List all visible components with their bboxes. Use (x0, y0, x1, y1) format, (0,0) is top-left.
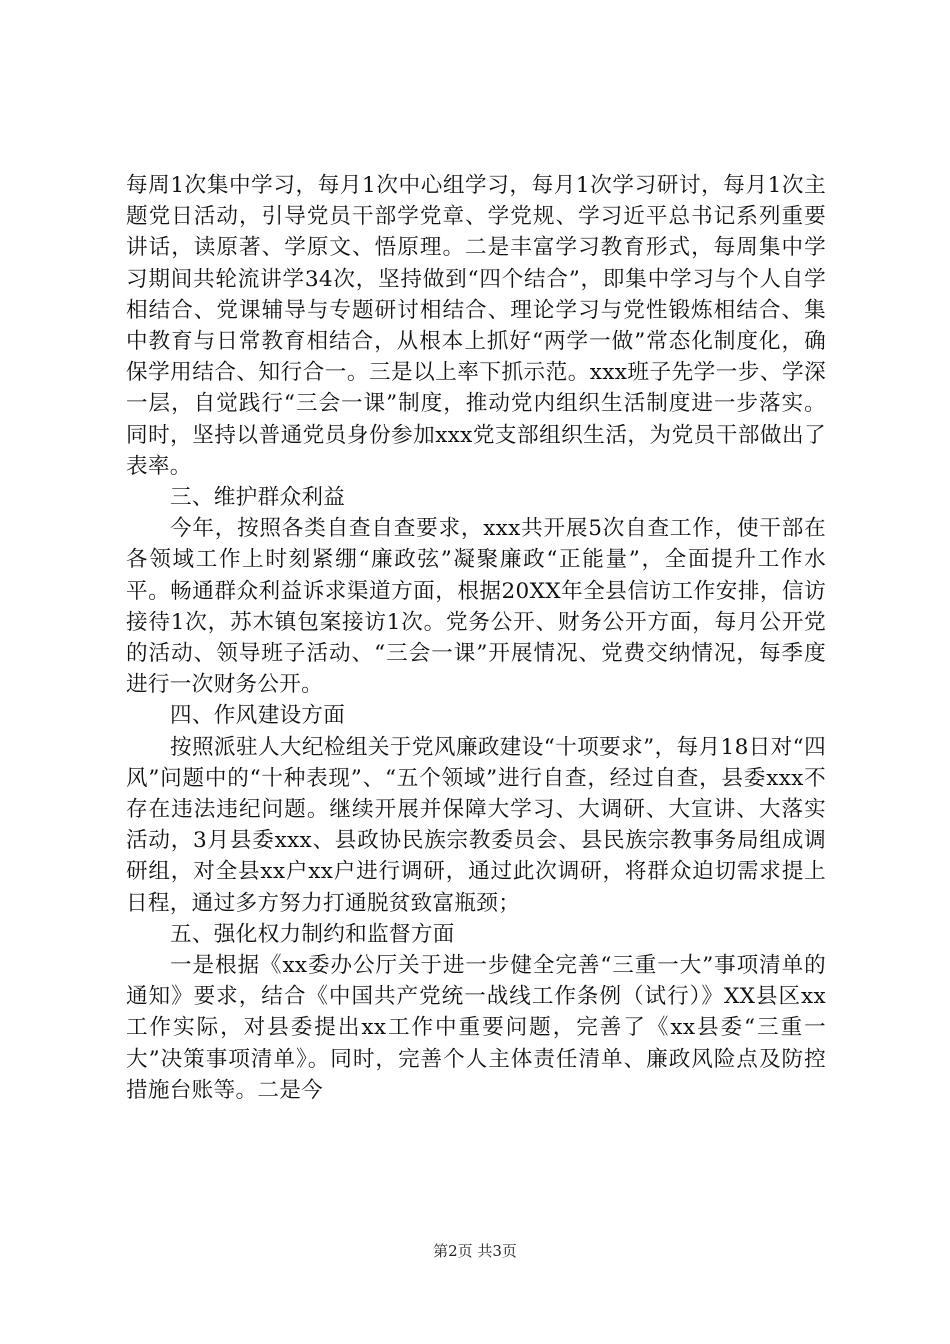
page-number-footer: 第2页 共3页 (433, 1242, 517, 1260)
paragraph-power-supervision: 一是根据《xx委办公厅关于进一步健全完善“三重一大”事项清单的通知》要求，结合《中国共产党统一战线工作条例（试行）》XX县区xx工作实际，对县委提出xx工作中重要问题，完善了《xx县委“三重一大”决策事项清单》。同时，完善个人主体责任清单、廉政风险点及防控措施台账等。二是今 (126, 953, 826, 1103)
paragraph-work-style: 按照派驻人大纪检组关于党风廉政建设“十项要求”，每月18日对“四风”问题中的“十种表现”、“五个领域”进行自查，经过自查，县委xxx不存在违法违纪问题。继续开展并保障大学习、大调研、大宣讲、大落实活动，3月县委xxx、县政协民族宗教委员会、县民族宗教事务局组成调研组，对全县xx户xx户进行调研，通过此次调研，将群众迫切需求提上日程，通过多方努力打通脱贫致富瓶颈； (126, 734, 826, 916)
section-heading-4: 四、作风建设方面 (170, 703, 346, 729)
paragraph-public-interest: 今年，按照各类自查自查要求，xxx共开展5次自查工作，使干部在各领域工作上时刻紧绷“廉政弦”凝聚廉政“正能量”，全面提升工作水平。畅通群众利益诉求渠道方面，根据20XX年全县信访工作安排，信访接待1次，苏木镇包案接访1次。党务公开、财务公开方面，每月公开党的活动、领导班子活动、“三会一课”开展情况、党费交纳情况，每季度进行一次财务公开。 (126, 516, 826, 698)
document-body (126, 170, 826, 1106)
paragraph-study: 每周1次集中学习，每月1次中心组学习，每月1次学习研讨，每月1次主题党日活动，引导党员干部学党章、学党规、学习近平总书记系列重要讲话，读原著、学原文、悟原理。二是丰富学习教育形式，每周集中学习期间共轮流讲学34次，坚持做到“四个结合”，即集中学习与个人自学相结合、党课辅导与专题研讨相结合、理论学习与党性锻炼相结合、集中教育与日常教育相结合，从根本上抓好“两学一做”常态化制度化，确保学用结合、知行合一。三是以上率下抓示范。xxx班子先学一步、学深一层，自觉践行“三会一课”制度，推动党内组织生活制度进一步落实。同时，坚持以普通党员身份参加xxx党支部组织生活，为党员干部做出了表率。 (126, 173, 826, 479)
section-heading-5: 五、强化权力制约和监督方面 (170, 921, 455, 947)
section-heading-3: 三、维护群众利益 (170, 485, 346, 511)
